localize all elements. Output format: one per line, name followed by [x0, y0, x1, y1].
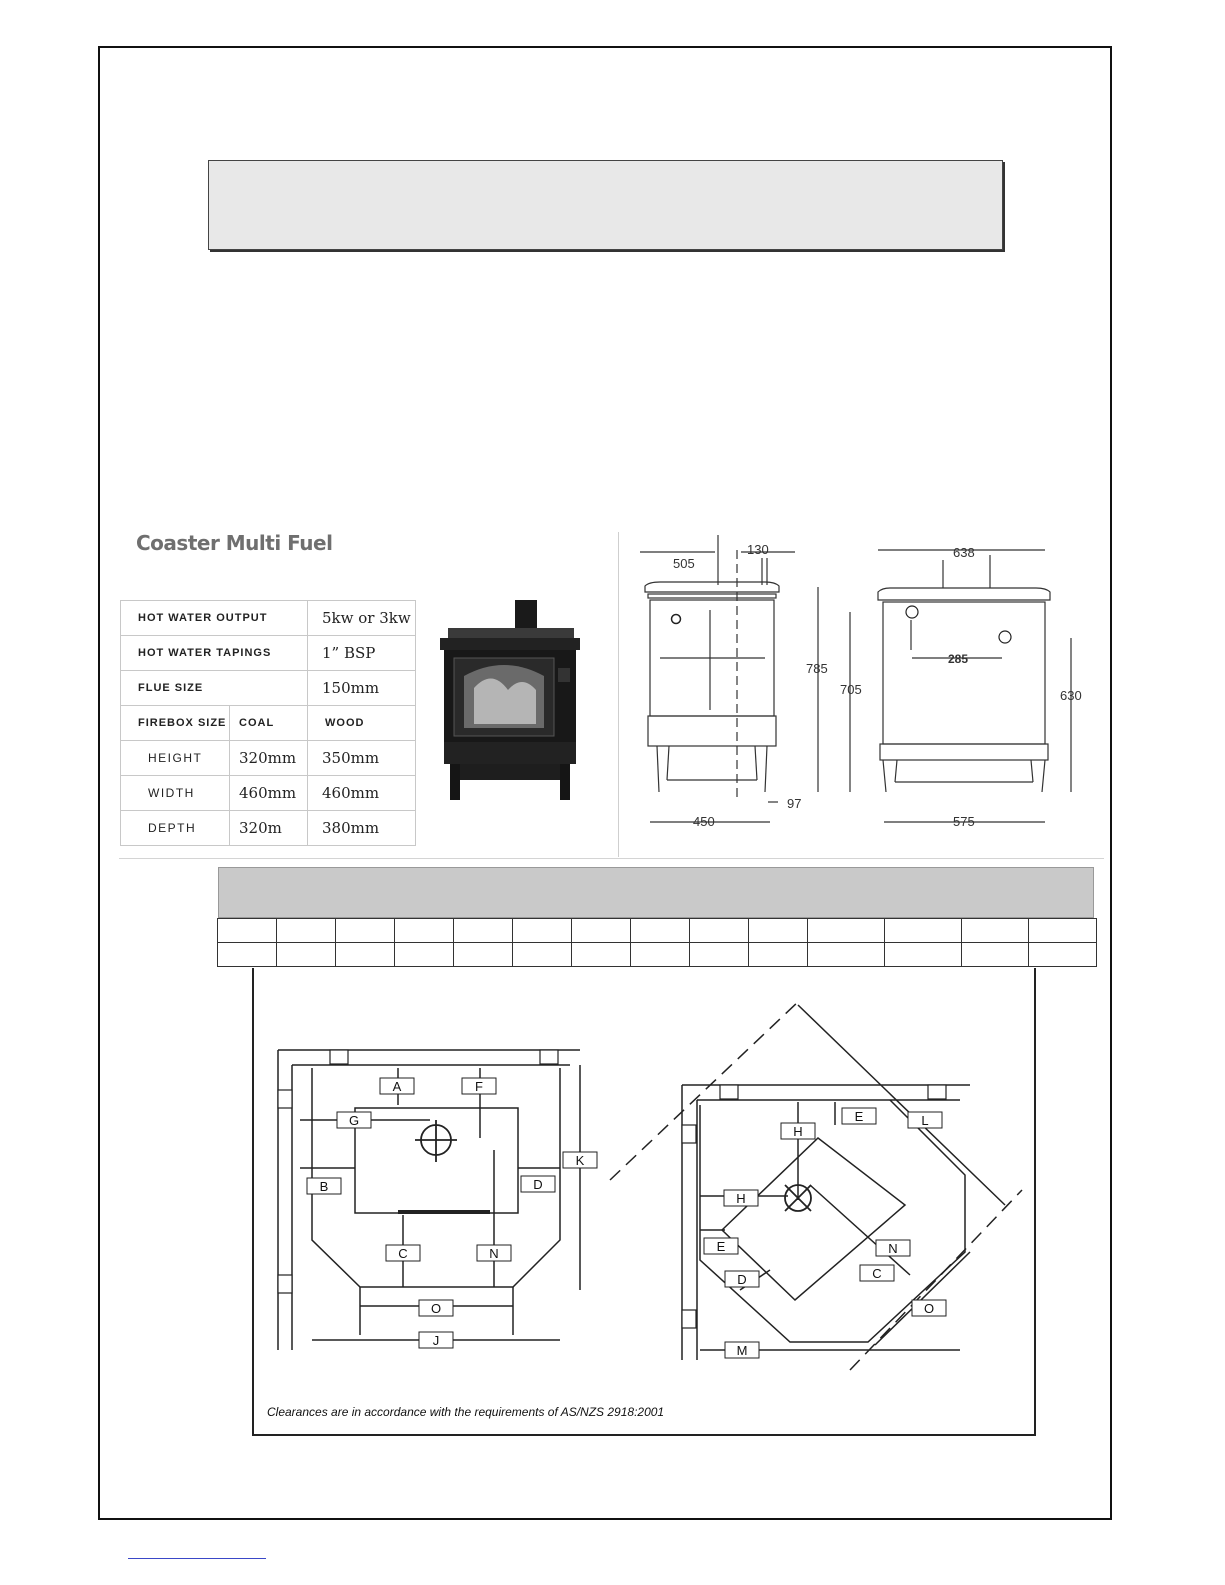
tapping-circle-icon — [906, 606, 918, 618]
table-cell — [218, 943, 277, 967]
wall-hatch-icon — [928, 1085, 946, 1099]
panel-rule — [119, 858, 1104, 859]
wall-hatch-icon — [720, 1085, 738, 1099]
front-elevation — [625, 530, 828, 835]
clearance-label: O — [923, 1301, 935, 1316]
spec-label: FLUE SIZE — [121, 671, 308, 706]
wood-header: WOOD — [308, 706, 416, 741]
coal-value: 320mm — [230, 741, 308, 776]
table-cell — [808, 919, 885, 943]
clearance-label: C — [398, 1246, 408, 1261]
footer-link-underline[interactable] — [128, 1558, 266, 1559]
clearance-label: K — [575, 1153, 585, 1168]
table-cell — [513, 919, 572, 943]
dim-630: 630 — [1060, 688, 1082, 703]
table-cell — [572, 919, 631, 943]
table-cell — [962, 919, 1029, 943]
dim-505: 505 — [673, 556, 695, 571]
spec-row — [121, 601, 416, 636]
dim-285: 285 — [948, 652, 969, 666]
dim-705: 705 — [840, 682, 862, 697]
table-cell — [277, 919, 336, 943]
table-row — [218, 943, 1097, 967]
wood-value: 380mm — [308, 811, 416, 846]
wall-hatch-icon — [682, 1125, 696, 1143]
dim-450: 450 — [693, 814, 715, 829]
spec-label: HOT WATER TAPINGS — [121, 636, 308, 671]
dim-97: 97 — [787, 796, 802, 811]
firebox-row — [121, 741, 416, 776]
clearance-label: L — [921, 1113, 929, 1128]
clearance-label: A — [392, 1079, 402, 1094]
tapping-circle-icon — [672, 615, 681, 624]
table-cell — [631, 943, 690, 967]
drawing-divider — [618, 532, 619, 857]
clearance-label: H — [793, 1124, 803, 1139]
table-cell — [218, 919, 277, 943]
spec-row — [121, 671, 416, 706]
spec-table — [120, 600, 416, 846]
clearance-label: M — [736, 1343, 748, 1358]
table-cell — [395, 919, 454, 943]
clearance-label: H — [736, 1191, 746, 1206]
table-cell — [690, 919, 749, 943]
table-cell — [1029, 943, 1097, 967]
clearance-label: N — [489, 1246, 499, 1261]
table-cell — [277, 943, 336, 967]
tapping-circle-icon — [999, 631, 1011, 643]
clearance-label: E — [716, 1239, 726, 1254]
clearance-table — [217, 918, 1097, 967]
coal-value: 460mm — [230, 776, 308, 811]
clearance-label: D — [737, 1272, 747, 1287]
clearance-diagram — [270, 990, 1030, 1390]
dim-575: 575 — [953, 814, 975, 829]
firebox-label: FIREBOX SIZE — [121, 706, 230, 741]
clearance-label: J — [432, 1333, 440, 1348]
table-cell — [962, 943, 1029, 967]
firebox-row-label: WIDTH — [121, 776, 230, 811]
title-box — [208, 160, 1003, 250]
table-cell — [749, 943, 808, 967]
table-cell — [336, 943, 395, 967]
firebox-row-label: HEIGHT — [121, 741, 230, 776]
stove-photo — [430, 596, 590, 806]
clearance-label: D — [533, 1177, 543, 1192]
table-cell — [395, 943, 454, 967]
spec-label: HOT WATER OUTPUT — [121, 601, 308, 636]
table-row — [218, 919, 1097, 943]
wall-hatch-icon — [682, 1310, 696, 1328]
spec-value: 1” BSP — [308, 636, 416, 671]
wall-hatch-icon — [278, 1275, 292, 1293]
table-cell — [808, 943, 885, 967]
firebox-row — [121, 776, 416, 811]
clearance-label: F — [475, 1079, 483, 1094]
clearance-label: E — [854, 1109, 864, 1124]
clearance-label: O — [430, 1301, 442, 1316]
dim-638: 638 — [953, 545, 975, 560]
table-cell — [454, 943, 513, 967]
coal-header: COAL — [230, 706, 308, 741]
clearance-note: Clearances are in accordance with the requirements of AS/NZS 2918:2001 — [267, 1405, 665, 1419]
spec-value: 5kw or 3kw — [308, 601, 416, 636]
clearance-label: C — [872, 1266, 882, 1281]
table-cell — [1029, 919, 1097, 943]
coal-value: 320m — [230, 811, 308, 846]
clearance-label: B — [319, 1179, 329, 1194]
clearance-table-header — [218, 867, 1094, 918]
table-cell — [690, 943, 749, 967]
firebox-row — [121, 811, 416, 846]
wood-value: 460mm — [308, 776, 416, 811]
table-cell — [454, 919, 513, 943]
table-cell — [885, 943, 962, 967]
dim-785: 785 — [806, 661, 828, 676]
wall-hatch-icon — [278, 1090, 292, 1108]
firebox-row-label: DEPTH — [121, 811, 230, 846]
product-name: Coaster Multi Fuel — [136, 531, 333, 555]
wall-hatch-icon — [540, 1050, 558, 1064]
table-cell — [572, 943, 631, 967]
table-cell — [336, 919, 395, 943]
spec-value: 150mm — [308, 671, 416, 706]
clearance-label: G — [348, 1113, 360, 1128]
table-cell — [749, 919, 808, 943]
spec-row — [121, 636, 416, 671]
side-elevation — [840, 530, 1095, 835]
dim-130: 130 — [747, 542, 769, 557]
table-cell — [631, 919, 690, 943]
table-cell — [885, 919, 962, 943]
wood-value: 350mm — [308, 741, 416, 776]
table-cell — [513, 943, 572, 967]
clearance-label: N — [888, 1241, 898, 1256]
firebox-header-row — [121, 706, 416, 741]
wall-hatch-icon — [330, 1050, 348, 1064]
